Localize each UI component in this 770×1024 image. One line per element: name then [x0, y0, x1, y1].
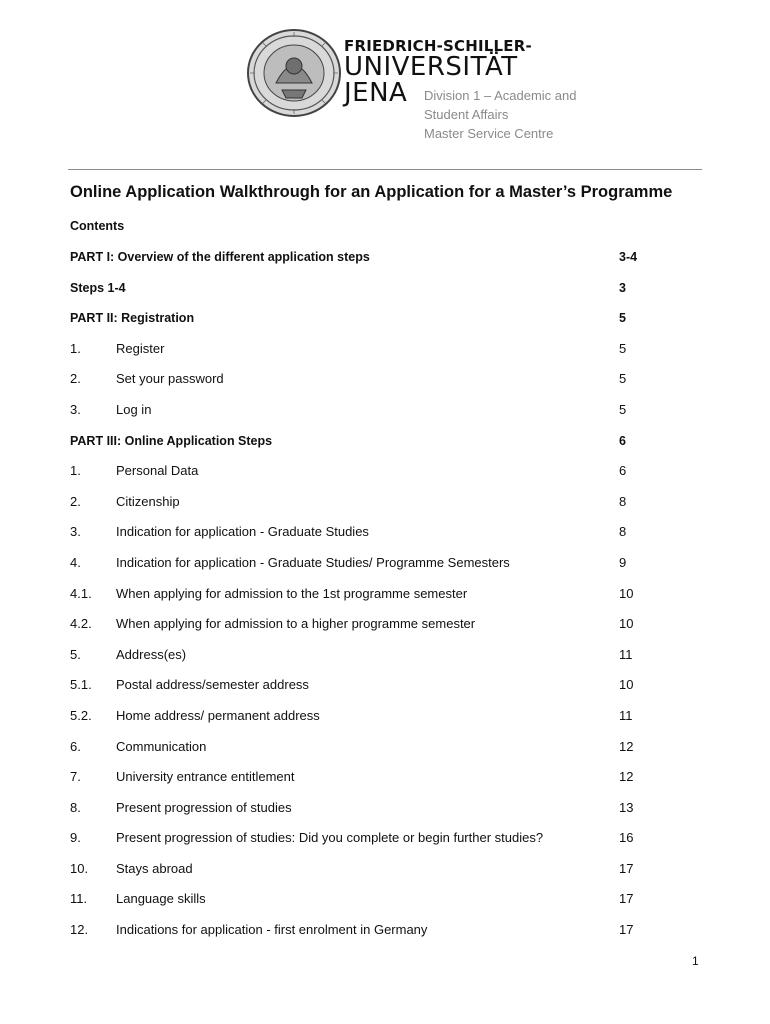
toc-entry-text: When applying for admission to the 1st programme semester: [116, 585, 468, 601]
toc-entry-page: 3: [619, 280, 626, 295]
toc-entry-text: Present progression of studies: [116, 799, 292, 815]
toc-entry-number: 1.: [70, 463, 81, 479]
toc-entry-number: 2.: [70, 493, 81, 509]
toc-entry-text: University entrance entitlement: [116, 769, 295, 785]
toc-entry-text: Indication for application - Graduate Studies/ Programme Semesters: [116, 554, 510, 570]
toc-entry-page: 5: [619, 371, 627, 387]
toc-entry: [70, 921, 670, 952]
toc-entry-page: 8: [619, 524, 627, 540]
toc-entry-number: 4.: [70, 554, 81, 570]
toc-entry-number: 5.1.: [70, 677, 92, 693]
toc-entry-page: 3-4: [619, 250, 638, 264]
toc-entry-number: 4.1.: [70, 585, 92, 601]
toc-entry-number: 7.: [70, 769, 81, 785]
toc-entry-text: Register: [116, 340, 165, 356]
toc-entry-page: 17: [619, 860, 634, 876]
toc-entry-page: 10: [619, 677, 634, 693]
toc-entry: [70, 707, 670, 738]
toc-entry: [70, 493, 670, 524]
toc-entry-page: 6: [619, 433, 626, 448]
wordmark-line-3: JENA: [344, 78, 408, 108]
toc-entry-page: 9: [619, 554, 627, 570]
page-number: 1: [692, 954, 699, 968]
toc-entry-text: Log in: [116, 401, 152, 417]
toc-entry-page: 17: [619, 922, 634, 938]
division-line-3: Master Service Centre: [424, 126, 554, 141]
toc-entry-page: 10: [619, 585, 634, 601]
toc-entry: [70, 585, 670, 616]
toc-entry: [70, 401, 670, 432]
toc-entry-page: 5: [619, 401, 627, 417]
toc-entry: [70, 860, 670, 891]
toc-entry-page: 16: [619, 830, 634, 846]
toc-entry-text: When applying for admission to a higher programme semester: [116, 616, 476, 632]
toc-entry-text: Postal address/semester address: [116, 677, 309, 693]
toc-entry-number: 11.: [70, 891, 88, 907]
toc-entry-text: Indications for application - first enrolment in Germany: [116, 922, 428, 938]
wordmark-line-2: UNIVERSITÄT: [344, 52, 518, 82]
toc-entry-page: 5: [619, 340, 627, 356]
toc-entry-page: 17: [619, 891, 634, 907]
toc-entry-page: 11: [619, 707, 633, 723]
toc-entry-text: Language skills: [116, 891, 206, 907]
toc-entry-number: 2.: [70, 371, 81, 387]
toc-entry: [70, 340, 670, 371]
toc-entry: [70, 890, 670, 921]
toc-entry-number: 9.: [70, 830, 81, 846]
letterhead: [246, 28, 606, 146]
toc-entry-text: Citizenship: [116, 493, 180, 509]
toc-entry-text: Steps 1-4: [70, 280, 126, 295]
division-info: [424, 86, 576, 143]
toc-entry: [70, 432, 670, 463]
toc-entry-text: Present progression of studies: Did you complete or begin further studies?: [116, 830, 544, 846]
toc-entry: [70, 738, 670, 769]
toc-entry: [70, 768, 670, 799]
toc-entry-page: 12: [619, 738, 634, 754]
toc-entry-page: 6: [619, 463, 627, 479]
toc-entry-number: 8.: [70, 799, 81, 815]
toc-entry: [70, 554, 670, 585]
toc-entry-page: 13: [619, 799, 634, 815]
toc-entry: [70, 829, 670, 860]
toc-entry-text: Home address/ permanent address: [116, 707, 320, 723]
toc-entry: [70, 523, 670, 554]
toc-entry-number: 6.: [70, 738, 81, 754]
toc-entry-text: Address(es): [116, 646, 187, 662]
toc-entry-page: 12: [619, 769, 634, 785]
toc-entry: [70, 799, 670, 830]
toc-entry: [70, 676, 670, 707]
wordmark-line-1: FRIEDRICH-SCHILLER-: [344, 37, 532, 55]
toc-entry-number: 4.2.: [70, 616, 92, 632]
document-title: Online Application Walkthrough for an Application for a Master’s Programme: [70, 183, 673, 201]
header-divider: [68, 169, 702, 170]
toc-entry-number: 3.: [70, 524, 81, 540]
toc-entry-text: PART II: Registration: [70, 311, 195, 326]
toc-entry-page: 8: [619, 493, 627, 509]
toc-entry-page: 10: [619, 616, 634, 632]
toc-entry-number: 5.: [70, 646, 81, 662]
toc-entry-text: PART I: Overview of the different application steps: [70, 250, 370, 264]
toc-entry-text: Personal Data: [116, 463, 199, 479]
toc-entry: [70, 615, 670, 646]
toc-entry: [70, 370, 670, 401]
toc-entry: [70, 309, 670, 340]
division-line-2: Student Affairs: [424, 107, 509, 122]
toc-entry-page: 11: [619, 646, 633, 662]
toc-entry: [70, 279, 670, 310]
toc-entry: [70, 248, 670, 279]
toc-entry-text: Indication for application - Graduate Studies: [116, 524, 369, 540]
toc-entry: [70, 462, 670, 493]
university-seal: [246, 28, 342, 118]
toc-entry-number: 3.: [70, 401, 81, 417]
toc-entry-number: 10.: [70, 860, 89, 876]
contents-heading: Contents: [70, 219, 125, 233]
toc-entry-page: 5: [619, 311, 626, 326]
toc-entry-text: Set your password: [116, 371, 224, 387]
toc-entry-number: 5.2.: [70, 707, 92, 723]
toc-entry-text: Communication: [116, 738, 207, 754]
toc-entry-text: Stays abroad: [116, 860, 193, 876]
toc-entry-number: 1.: [70, 340, 81, 356]
toc-entry-number: 12.: [70, 922, 89, 938]
toc-entry-text: PART III: Online Application Steps: [70, 433, 273, 448]
toc-entry: [70, 646, 670, 677]
table-of-contents: [70, 248, 670, 952]
division-line-1: Division 1 – Academic and: [424, 88, 577, 103]
